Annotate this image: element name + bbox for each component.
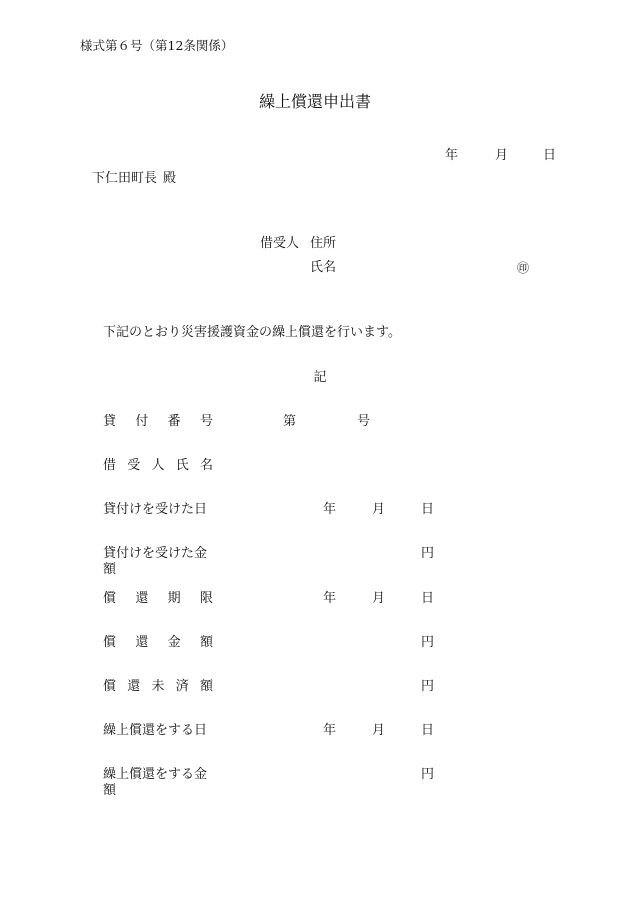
label-char: 号 [199,414,213,429]
date-day-label: 日 [543,148,557,163]
label-char: 限 [199,591,213,606]
row-loan-date [0,502,630,518]
label-char: 還 [127,679,141,694]
year-label: 年 [323,723,337,738]
yen-unit: 円 [421,635,435,650]
row-label: 繰上償還をする日 [103,723,208,738]
row-label [103,591,213,607]
row-label: 貸付けを受けた金額 [103,546,208,577]
row-early-repayment-date [0,723,630,739]
number-suffix: 号 [357,414,371,429]
label-char: 償 [103,679,117,694]
intro-text: 下記のとおり災害援護資金の繰上償還を行います。 [103,325,401,340]
row-loan-number [0,414,630,430]
borrower-label: 借受人 [260,236,300,251]
yen-unit: 円 [421,679,435,694]
addressee-honorific: 殿 [163,171,177,186]
year-label: 年 [323,502,337,517]
label-char: 還 [135,635,149,650]
label-char: 償 [103,591,117,606]
day-label: 日 [421,723,435,738]
label-char: 名 [199,458,213,473]
row-label [103,414,213,430]
form-number: 様式第６号（第12条関係） [80,38,234,53]
row-label [103,458,213,474]
row-loan-amount [0,546,630,577]
row-label [103,679,213,695]
row-borrower-name [0,458,630,474]
seal-mark: ㊞ [517,261,530,275]
label-char: 金 [167,635,181,650]
address-label: 住所 [310,236,337,251]
label-char: 受 [127,458,141,473]
document-title: 繰上償還申出書 [258,92,371,111]
yen-unit: 円 [421,767,435,782]
label-char: 貸 [103,414,117,429]
label-char: 済 [175,679,189,694]
date-month-label: 月 [495,148,509,163]
row-outstanding-amount [0,679,630,695]
row-repayment-deadline [0,591,630,607]
ki-heading: 記 [313,370,327,385]
label-char: 還 [135,591,149,606]
label-char: 付 [135,414,149,429]
label-char: 額 [199,635,213,650]
number-prefix: 第 [283,414,297,429]
row-label: 繰上償還をする金額 [103,767,208,798]
label-char: 借 [103,458,117,473]
label-char: 人 [151,458,165,473]
addressee-name: 下仁田町長 [92,171,158,186]
row-label [103,635,213,651]
label-char: 額 [199,679,213,694]
name-label: 氏名 [310,260,337,275]
day-label: 日 [421,502,435,517]
row-repayment-amount [0,635,630,651]
label-char: 償 [103,635,117,650]
label-char: 未 [151,679,165,694]
month-label: 月 [372,723,386,738]
month-label: 月 [372,591,386,606]
yen-unit: 円 [421,546,435,561]
month-label: 月 [372,502,386,517]
row-early-repayment-amount [0,767,630,798]
day-label: 日 [421,591,435,606]
label-char: 番 [167,414,181,429]
row-label: 貸付けを受けた日 [103,502,208,517]
date-year-label: 年 [445,148,459,163]
label-char: 氏 [175,458,189,473]
year-label: 年 [323,591,337,606]
label-char: 期 [167,591,181,606]
